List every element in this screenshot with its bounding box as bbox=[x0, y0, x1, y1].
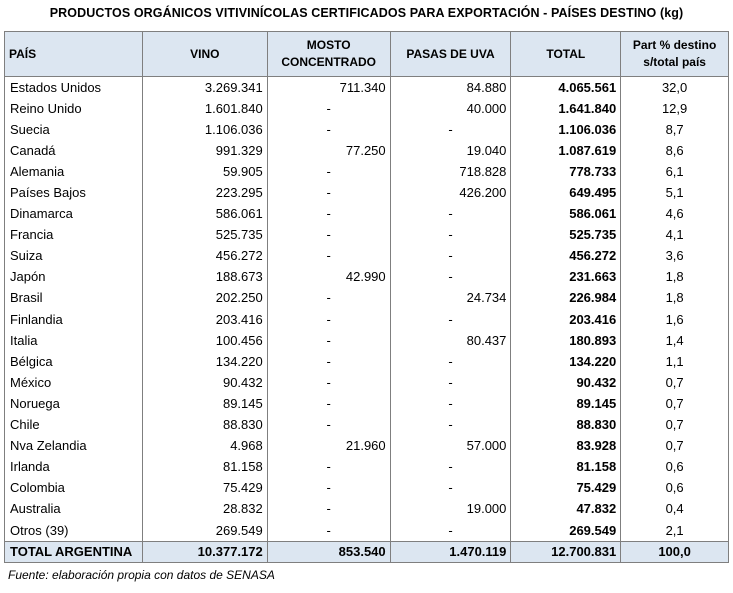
table-body bbox=[5, 77, 729, 542]
cell-must: - bbox=[267, 520, 390, 542]
table-row bbox=[5, 204, 729, 225]
cell-total: 47.832 bbox=[511, 499, 621, 520]
cell-wine: 3.269.341 bbox=[142, 77, 267, 99]
table-row bbox=[5, 77, 729, 99]
cell-must: 711.340 bbox=[267, 77, 390, 99]
cell-country: Brasil bbox=[5, 288, 143, 309]
table-row bbox=[5, 520, 729, 542]
cell-raisins: - bbox=[390, 478, 511, 499]
cell-wine: 203.416 bbox=[142, 309, 267, 330]
cell-country: Países Bajos bbox=[5, 182, 143, 203]
table-row bbox=[5, 119, 729, 140]
table-row bbox=[5, 393, 729, 414]
table-row bbox=[5, 499, 729, 520]
table-title: PRODUCTOS ORGÁNICOS VITIVINÍCOLAS CERTIFICADOS PARA EXPORTACIÓN - PAÍSES DESTINO (kg) bbox=[49, 6, 684, 20]
cell-total: 89.145 bbox=[511, 393, 621, 414]
exports-table bbox=[4, 31, 729, 563]
cell-wine: 134.220 bbox=[142, 351, 267, 372]
cell-country: Colombia bbox=[5, 478, 143, 499]
cell-must: - bbox=[267, 288, 390, 309]
cell-share: 0,7 bbox=[621, 436, 729, 457]
cell-total: 203.416 bbox=[511, 309, 621, 330]
totals-row bbox=[5, 542, 729, 563]
header-wine: VINO bbox=[142, 32, 267, 77]
cell-raisins: - bbox=[390, 204, 511, 225]
cell-country: Finlandia bbox=[5, 309, 143, 330]
cell-country: Estados Unidos bbox=[5, 77, 143, 99]
cell-share: 0,7 bbox=[621, 415, 729, 436]
cell-total: 231.663 bbox=[511, 267, 621, 288]
cell-raisins: - bbox=[390, 309, 511, 330]
cell-must: - bbox=[267, 161, 390, 182]
totals-share: 100,0 bbox=[621, 542, 729, 563]
cell-must: - bbox=[267, 309, 390, 330]
cell-country: Dinamarca bbox=[5, 204, 143, 225]
cell-share: 1,8 bbox=[621, 288, 729, 309]
cell-wine: 75.429 bbox=[142, 478, 267, 499]
cell-total: 586.061 bbox=[511, 204, 621, 225]
cell-share: 0,6 bbox=[621, 478, 729, 499]
cell-wine: 223.295 bbox=[142, 182, 267, 203]
cell-raisins: - bbox=[390, 119, 511, 140]
table-row bbox=[5, 246, 729, 267]
cell-wine: 269.549 bbox=[142, 520, 267, 542]
cell-share: 4,1 bbox=[621, 225, 729, 246]
cell-raisins: - bbox=[390, 415, 511, 436]
cell-raisins: 426.200 bbox=[390, 182, 511, 203]
cell-share: 0,6 bbox=[621, 457, 729, 478]
cell-total: 226.984 bbox=[511, 288, 621, 309]
cell-wine: 28.832 bbox=[142, 499, 267, 520]
cell-must: - bbox=[267, 372, 390, 393]
cell-share: 1,1 bbox=[621, 351, 729, 372]
cell-country: México bbox=[5, 372, 143, 393]
cell-share: 1,4 bbox=[621, 330, 729, 351]
source-note: Fuente: elaboración propia con datos de SENASA bbox=[8, 568, 275, 582]
cell-must: - bbox=[267, 499, 390, 520]
cell-total: 1.641.840 bbox=[511, 98, 621, 119]
cell-total: 88.830 bbox=[511, 415, 621, 436]
cell-country: Francia bbox=[5, 225, 143, 246]
table-row bbox=[5, 415, 729, 436]
cell-total: 83.928 bbox=[511, 436, 621, 457]
cell-raisins: 19.000 bbox=[390, 499, 511, 520]
totals-wine: 10.377.172 bbox=[142, 542, 267, 563]
cell-total: 778.733 bbox=[511, 161, 621, 182]
cell-must: - bbox=[267, 351, 390, 372]
cell-raisins: 40.000 bbox=[390, 98, 511, 119]
cell-total: 81.158 bbox=[511, 457, 621, 478]
cell-country: Irlanda bbox=[5, 457, 143, 478]
table-row bbox=[5, 98, 729, 119]
cell-raisins: - bbox=[390, 393, 511, 414]
cell-wine: 1.106.036 bbox=[142, 119, 267, 140]
cell-must: - bbox=[267, 457, 390, 478]
cell-wine: 202.250 bbox=[142, 288, 267, 309]
cell-wine: 81.158 bbox=[142, 457, 267, 478]
totals-raisins: 1.470.119 bbox=[390, 542, 511, 563]
cell-country: Canadá bbox=[5, 140, 143, 161]
cell-share: 0,7 bbox=[621, 393, 729, 414]
cell-raisins: - bbox=[390, 267, 511, 288]
cell-must: 42.990 bbox=[267, 267, 390, 288]
cell-total: 1.106.036 bbox=[511, 119, 621, 140]
cell-share: 8,7 bbox=[621, 119, 729, 140]
cell-raisins: - bbox=[390, 520, 511, 542]
cell-total: 1.087.619 bbox=[511, 140, 621, 161]
cell-wine: 525.735 bbox=[142, 225, 267, 246]
header-share-line2: s/total país bbox=[643, 55, 706, 69]
cell-must: - bbox=[267, 119, 390, 140]
cell-total: 180.893 bbox=[511, 330, 621, 351]
table-row bbox=[5, 225, 729, 246]
cell-country: Suiza bbox=[5, 246, 143, 267]
table-row bbox=[5, 161, 729, 182]
cell-raisins: - bbox=[390, 351, 511, 372]
cell-wine: 1.601.840 bbox=[142, 98, 267, 119]
cell-must: - bbox=[267, 393, 390, 414]
header-must bbox=[267, 32, 390, 77]
cell-total: 269.549 bbox=[511, 520, 621, 542]
cell-country: Italia bbox=[5, 330, 143, 351]
header-must-line2: CONCENTRADO bbox=[281, 55, 377, 69]
cell-total: 649.495 bbox=[511, 182, 621, 203]
cell-wine: 456.272 bbox=[142, 246, 267, 267]
table-row bbox=[5, 309, 729, 330]
cell-total: 456.272 bbox=[511, 246, 621, 267]
cell-raisins: 84.880 bbox=[390, 77, 511, 99]
header-total: TOTAL bbox=[511, 32, 621, 77]
cell-must: 21.960 bbox=[267, 436, 390, 457]
cell-share: 6,1 bbox=[621, 161, 729, 182]
cell-must: - bbox=[267, 204, 390, 225]
cell-share: 32,0 bbox=[621, 77, 729, 99]
cell-raisins: - bbox=[390, 457, 511, 478]
cell-share: 12,9 bbox=[621, 98, 729, 119]
cell-must: - bbox=[267, 182, 390, 203]
header-raisins: PASAS DE UVA bbox=[390, 32, 511, 77]
cell-must: - bbox=[267, 98, 390, 119]
cell-total: 90.432 bbox=[511, 372, 621, 393]
table-row bbox=[5, 436, 729, 457]
cell-must: - bbox=[267, 478, 390, 499]
cell-country: Australia bbox=[5, 499, 143, 520]
totals-country: TOTAL ARGENTINA bbox=[5, 542, 143, 563]
cell-share: 5,1 bbox=[621, 182, 729, 203]
table-row bbox=[5, 457, 729, 478]
cell-total: 525.735 bbox=[511, 225, 621, 246]
table-row bbox=[5, 182, 729, 203]
cell-share: 0,7 bbox=[621, 372, 729, 393]
cell-country: Japón bbox=[5, 267, 143, 288]
cell-share: 3,6 bbox=[621, 246, 729, 267]
cell-must: - bbox=[267, 415, 390, 436]
cell-wine: 188.673 bbox=[142, 267, 267, 288]
cell-wine: 4.968 bbox=[142, 436, 267, 457]
table-row bbox=[5, 267, 729, 288]
cell-wine: 991.329 bbox=[142, 140, 267, 161]
header-country: PAÍS bbox=[5, 32, 143, 77]
cell-must: - bbox=[267, 246, 390, 267]
cell-wine: 100.456 bbox=[142, 330, 267, 351]
cell-country: Suecia bbox=[5, 119, 143, 140]
totals-must: 853.540 bbox=[267, 542, 390, 563]
cell-share: 8,6 bbox=[621, 140, 729, 161]
cell-country: Bélgica bbox=[5, 351, 143, 372]
cell-wine: 89.145 bbox=[142, 393, 267, 414]
cell-must: - bbox=[267, 330, 390, 351]
header-row bbox=[5, 32, 729, 77]
header-share bbox=[621, 32, 729, 77]
table-row bbox=[5, 140, 729, 161]
header-must-line1: MOSTO bbox=[306, 38, 351, 52]
header-share-line1: Part % destino bbox=[632, 38, 717, 52]
cell-raisins: 57.000 bbox=[390, 436, 511, 457]
cell-share: 0,4 bbox=[621, 499, 729, 520]
totals-total: 12.700.831 bbox=[511, 542, 621, 563]
cell-raisins: - bbox=[390, 372, 511, 393]
cell-must: - bbox=[267, 225, 390, 246]
cell-country: Alemania bbox=[5, 161, 143, 182]
cell-country: Nva Zelandia bbox=[5, 436, 143, 457]
cell-country: Chile bbox=[5, 415, 143, 436]
table-row bbox=[5, 330, 729, 351]
cell-country: Noruega bbox=[5, 393, 143, 414]
cell-raisins: 24.734 bbox=[390, 288, 511, 309]
cell-total: 75.429 bbox=[511, 478, 621, 499]
cell-wine: 586.061 bbox=[142, 204, 267, 225]
cell-wine: 90.432 bbox=[142, 372, 267, 393]
table-row bbox=[5, 351, 729, 372]
table-row bbox=[5, 288, 729, 309]
cell-share: 1,6 bbox=[621, 309, 729, 330]
cell-wine: 59.905 bbox=[142, 161, 267, 182]
cell-country: Otros (39) bbox=[5, 520, 143, 542]
cell-raisins: 80.437 bbox=[390, 330, 511, 351]
cell-wine: 88.830 bbox=[142, 415, 267, 436]
cell-raisins: - bbox=[390, 246, 511, 267]
cell-total: 134.220 bbox=[511, 351, 621, 372]
cell-raisins: - bbox=[390, 225, 511, 246]
cell-country: Reino Unido bbox=[5, 98, 143, 119]
cell-total: 4.065.561 bbox=[511, 77, 621, 99]
cell-raisins: 718.828 bbox=[390, 161, 511, 182]
cell-share: 1,8 bbox=[621, 267, 729, 288]
table-row bbox=[5, 478, 729, 499]
cell-raisins: 19.040 bbox=[390, 140, 511, 161]
cell-share: 2,1 bbox=[621, 520, 729, 542]
cell-must: 77.250 bbox=[267, 140, 390, 161]
cell-share: 4,6 bbox=[621, 204, 729, 225]
table-row bbox=[5, 372, 729, 393]
